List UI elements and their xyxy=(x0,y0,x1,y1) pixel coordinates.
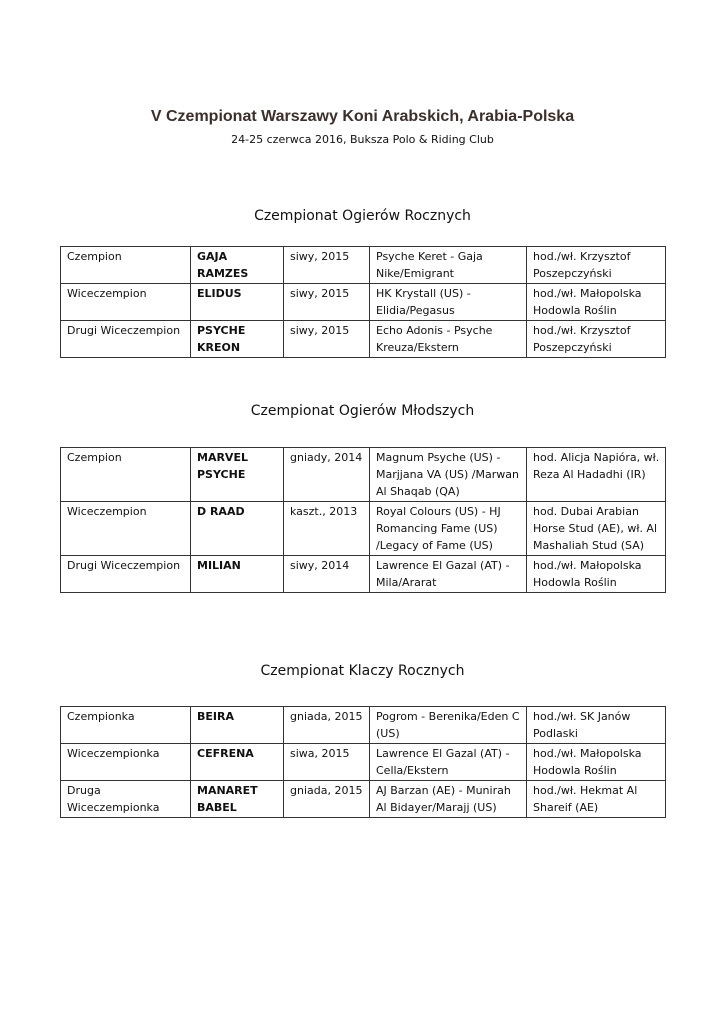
award-title: Wiceczempionka xyxy=(61,744,191,781)
breeder-owner: hod./wł. Małopolska Hodowla Roślin xyxy=(527,744,666,781)
horse-name: MANARET BABEL xyxy=(191,781,284,818)
breeder-owner: hod./wł. SK Janów Podlaski xyxy=(527,707,666,744)
breeder-owner: hod./wł. Hekmat Al Shareif (AE) xyxy=(527,781,666,818)
award-title: Drugi Wiceczempion xyxy=(61,321,191,358)
results-table-ogiery-mlodsze xyxy=(60,447,666,593)
award-title: Drugi Wiceczempion xyxy=(61,556,191,593)
pedigree: Echo Adonis - Psyche Kreuza/Ekstern xyxy=(370,321,527,358)
award-title: Druga Wiceczempionka xyxy=(61,781,191,818)
table-row xyxy=(61,321,666,358)
color-year: kaszt., 2013 xyxy=(284,502,370,556)
pedigree: HK Krystall (US) - Elidia/Pegasus xyxy=(370,284,527,321)
table-row xyxy=(61,707,666,744)
breeder-owner: hod./wł. Małopolska Hodowla Roślin xyxy=(527,556,666,593)
table-row xyxy=(61,284,666,321)
breeder-owner: hod./wł. Krzysztof Poszepczyński xyxy=(527,321,666,358)
horse-name: MARVEL PSYCHE xyxy=(191,448,284,502)
results-table-klacze-roczne xyxy=(60,706,666,818)
results-table-ogiery-roczne xyxy=(60,246,666,358)
color-year: siwy, 2015 xyxy=(284,247,370,284)
table-row xyxy=(61,247,666,284)
page-title: V Czempionat Warszawy Koni Arabskich, Arabia-Polska xyxy=(150,108,575,125)
pedigree: Magnum Psyche (US) - Marjjana VA (US) /Marwan Al Shaqab (QA) xyxy=(370,448,527,502)
table-row xyxy=(61,781,666,818)
section-heading-ogiery-roczne: Czempionat Ogierów Rocznych xyxy=(254,208,471,224)
award-title: Wiceczempion xyxy=(61,284,191,321)
section-heading-klacze-roczne: Czempionat Klaczy Rocznych xyxy=(260,663,465,679)
color-year: gniada, 2015 xyxy=(284,781,370,818)
pedigree: Pogrom - Berenika/Eden C (US) xyxy=(370,707,527,744)
table-row xyxy=(61,556,666,593)
breeder-owner: hod./wł. Krzysztof Poszepczyński xyxy=(527,247,666,284)
horse-name: MILIAN xyxy=(191,556,284,593)
color-year: siwy, 2015 xyxy=(284,321,370,358)
color-year: siwa, 2015 xyxy=(284,744,370,781)
table-row xyxy=(61,448,666,502)
pedigree: Psyche Keret - Gaja Nike/Emigrant xyxy=(370,247,527,284)
horse-name: GAJA RAMZES xyxy=(191,247,284,284)
award-title: Wiceczempion xyxy=(61,502,191,556)
color-year: gniada, 2015 xyxy=(284,707,370,744)
section-heading-ogiery-mlodsze: Czempionat Ogierów Młodszych xyxy=(250,403,475,419)
horse-name: D RAAD xyxy=(191,502,284,556)
horse-name: PSYCHE KREON xyxy=(191,321,284,358)
pedigree: Lawrence El Gazal (AT) - Cella/Ekstern xyxy=(370,744,527,781)
page-subtitle: 24-25 czerwca 2016, Buksza Polo & Riding Club xyxy=(231,133,494,146)
award-title: Czempion xyxy=(61,247,191,284)
pedigree: Royal Colours (US) - HJ Romancing Fame (US) /Legacy of Fame (US) xyxy=(370,502,527,556)
pedigree: Lawrence El Gazal (AT) - Mila/Ararat xyxy=(370,556,527,593)
horse-name: CEFRENA xyxy=(191,744,284,781)
horse-name: ELIDUS xyxy=(191,284,284,321)
breeder-owner: hod./wł. Małopolska Hodowla Roślin xyxy=(527,284,666,321)
color-year: gniady, 2014 xyxy=(284,448,370,502)
pedigree: AJ Barzan (AE) - Munirah Al Bidayer/Marajj (US) xyxy=(370,781,527,818)
color-year: siwy, 2014 xyxy=(284,556,370,593)
table-row xyxy=(61,502,666,556)
award-title: Czempionka xyxy=(61,707,191,744)
table-row xyxy=(61,744,666,781)
breeder-owner: hod. Dubai Arabian Horse Stud (AE), wł. Al Mashaliah Stud (SA) xyxy=(527,502,666,556)
color-year: siwy, 2015 xyxy=(284,284,370,321)
breeder-owner: hod. Alicja Napióra, wł. Reza Al Hadadhi (IR) xyxy=(527,448,666,502)
award-title: Czempion xyxy=(61,448,191,502)
horse-name: BEIRA xyxy=(191,707,284,744)
